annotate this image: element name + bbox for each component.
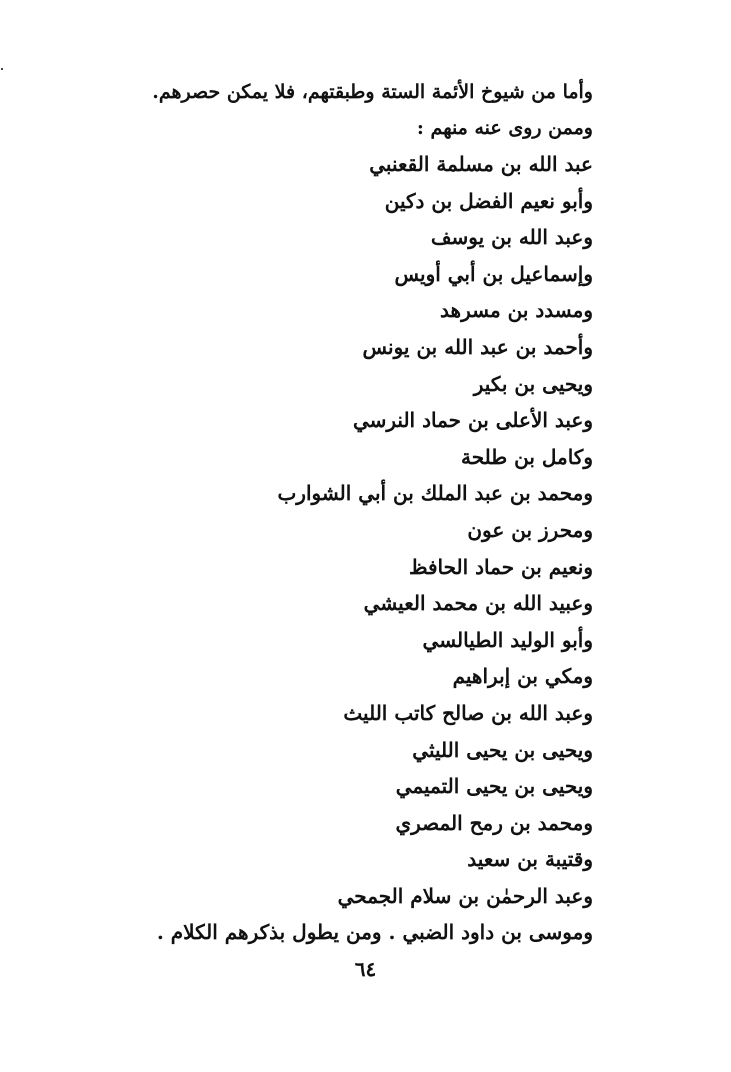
- name-line: ونعيم بن حماد الحافظ: [408, 554, 593, 579]
- name-line: ويحيى بن يحيى التميمي: [395, 774, 593, 799]
- name-line: وقتيبة بن سعيد: [467, 847, 593, 872]
- name-line: ويحيى بن بكير: [473, 371, 593, 396]
- page-number: ٦٤: [354, 957, 377, 981]
- name-line: وإسماعيل بن أبي أويس: [394, 261, 593, 286]
- name-line: وعبد الرحمٰن بن سلام الجمحي: [337, 883, 593, 908]
- name-line: ويحيى بن يحيى الليثي: [412, 737, 593, 762]
- name-line: وعبد الأعلى بن حماد النرسي: [352, 408, 593, 433]
- name-line: وأحمد بن عبد الله بن يونس: [362, 334, 593, 359]
- name-line: ومكي بن إبراهيم: [452, 664, 593, 689]
- name-line: ومحمد بن رمح المصري: [395, 810, 593, 835]
- lead-in-line: وممن روى عنه منهم :: [416, 117, 593, 139]
- name-line: وعبد الله بن صالح كاتب الليث: [343, 700, 593, 725]
- name-line: وعبد الله بن يوسف: [430, 225, 593, 250]
- closing-line: وموسى بن داود الضبي . ومن يطول بذكرهم الكلام .: [156, 920, 593, 945]
- margin-mark: [1, 68, 3, 70]
- name-line: ومحرز بن عون: [467, 517, 593, 542]
- name-line: وأبو نعيم الفضل بن دكين: [384, 188, 593, 213]
- intro-line: وأما من شيوخ الأئمة الستة وطبقتهم، فلا يمكن حصرهم.: [152, 81, 593, 103]
- name-line: وأبو الوليد الطيالسي: [422, 627, 593, 652]
- name-line: وكامل بن طلحة: [460, 444, 593, 469]
- name-line: وعبيد الله بن محمد العيشي: [363, 591, 593, 616]
- name-line: عبد الله بن مسلمة القعنبي: [369, 152, 593, 176]
- text-block: [153, 74, 593, 951]
- name-line: ومحمد بن عبد الملك بن أبي الشوارب: [277, 481, 593, 506]
- name-line: ومسدد بن مسرهد: [440, 298, 593, 323]
